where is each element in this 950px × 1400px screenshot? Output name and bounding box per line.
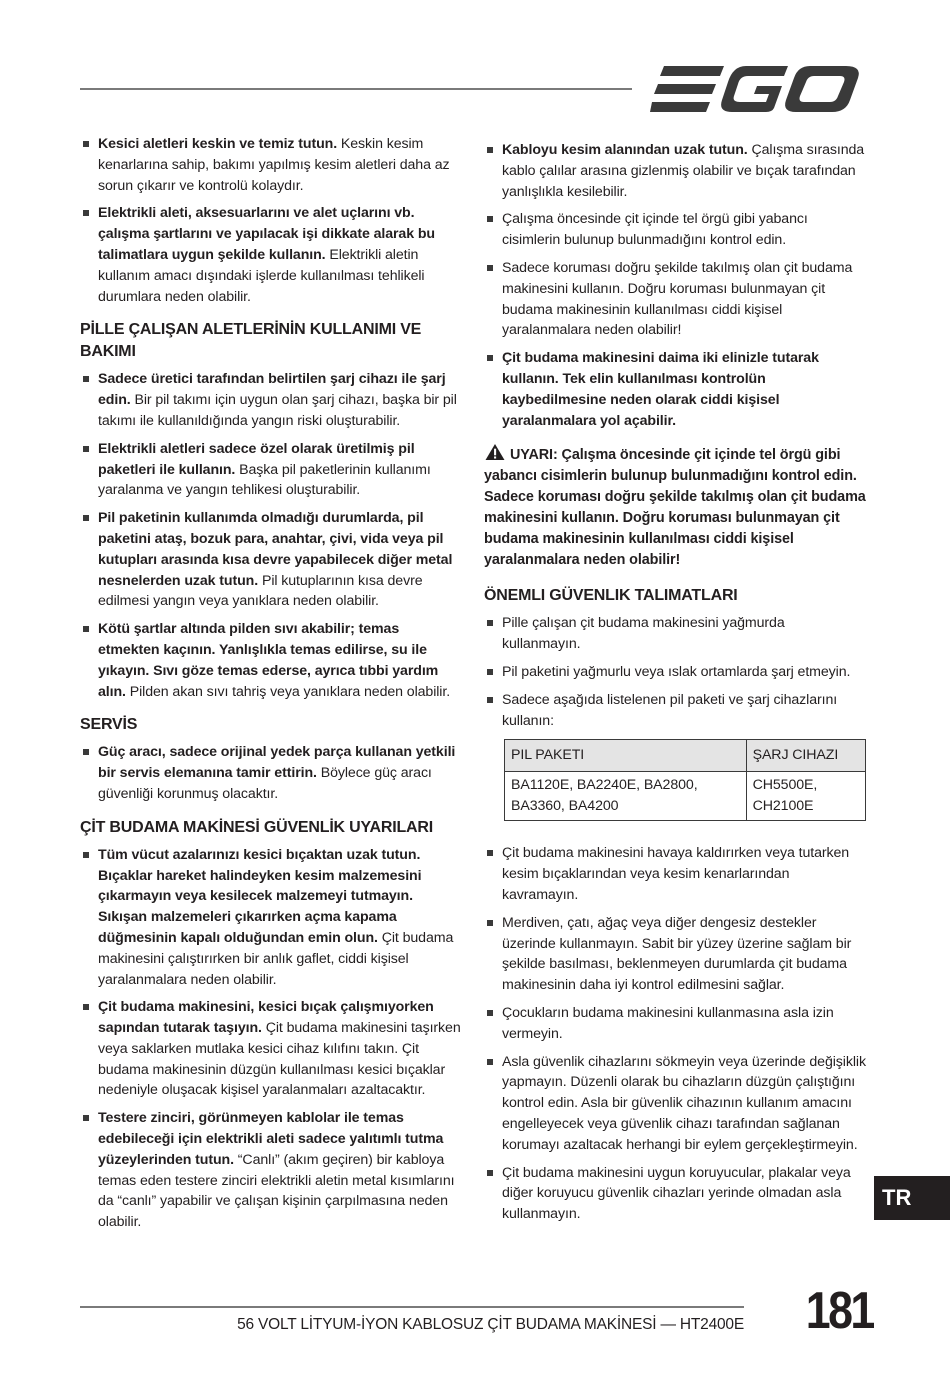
list-item: Sadece koruması doğru şekilde takılmış olan çit budama makinesini kullanın. Doğru koruması bulunmayan çit budama makinesinin kullanılması ciddi kişisel yaralanmalara neden olabilir! <box>484 258 866 341</box>
battery-charger-table <box>504 739 866 821</box>
table-header-charger: ŞARJ CIHAZI <box>746 740 865 772</box>
section-heading-battery: PİLLE ÇALIŞAN ALETLERİNİN KULLANIMI VE BAKIMI <box>80 321 422 361</box>
list-item: Kesici aletleri keskin ve temiz tutun. Keskin kesim kenarlarına sahip, bakımı yapılmış kesim aletleri daha az sorun çıkarır ve kontrolü kolaydır. <box>80 134 462 196</box>
list-item: Sadece aşağıda listelenen pil paketi ve şarj cihazlarını kullanın: <box>484 690 866 732</box>
section-heading-important-safety: ÖNEMLI GÜVENLIK TALIMATLARI <box>484 587 738 605</box>
list-item: Elektrikli aleti, aksesuarlarını ve alet uçlarını vb. çalışma şartlarını ve yapılacak işi dikkate alarak bu talimatlara uygun şekilde kullanın. Elektrikli aletin kullanım amacı dışındaki işlerde kullanılması tehlikeli durumlara neden olabilir. <box>80 203 462 307</box>
list-item: Tüm vücut azalarınızı kesici bıçaktan uzak tutun. Bıçaklar hareket halindeyken kesim malzemesini çıkarmayın veya kesilecek malzemeyi tutmayın. Sıkışan malzemeleri çıkarırken açma kapama düğmesinin kapalı olduğundan emin olun. Çit budama makinesini çalıştırırken bir anlık gaflet, ciddi kişisel yaralanmalara neden olabilir. <box>80 845 462 991</box>
list-item: Çalışma öncesinde çit içinde tel örgü gibi yabancı cisimlerin bulunup bulunmadığını kontrol edin. <box>484 209 866 251</box>
list-item: Elektrikli aletleri sadece özel olarak üretilmiş pil paketleri ile kullanın. Başka pil paketlerinin kullanımı yaralanma ve yangın tehlikesi oluşturabilir. <box>80 439 462 501</box>
list-item: Pil paketinin kullanımda olmadığı durumlarda, pil paketini ataş, bozuk para, anahtar, çivi, vida veya pil kutupları arasında kısa devre yapabilecek diğer metal nesnelerden uzak tutun. Pil kutuplarının kısa devre edilmesi yangın veya yanıklara neden olabilir. <box>80 508 462 612</box>
section-heading-hedge-trimmer: ÇİT BUDAMA MAKİNESİ GÜVENLİK UYARILARI <box>80 818 434 836</box>
page-number: 181 <box>805 1282 873 1340</box>
table-header-pack: PIL PAKETI <box>505 740 747 772</box>
section-heading-service: SERVİS <box>80 716 138 734</box>
warning-block <box>484 443 866 571</box>
right-column <box>484 140 866 1232</box>
list-item: Sadece üretici tarafından belirtilen şarj cihazı ile şarj edin. Bir pil takımı için uygun olan şarj cihazı, başka bir pil takımı ile kullanıldığında yangın riski oluşturabilir. <box>80 369 462 431</box>
list-item: Kötü şartlar altında pilden sıvı akabilir; temas etmekten kaçının. Yanlışlıkla temas edilirse, su ile yıkayın. Sıvı göze temas ederse, ayrıca tıbbi yardım alın. Pilden akan sıvı tahriş veya yanıklara neden olabilir. <box>80 619 462 702</box>
left-column <box>80 134 462 1240</box>
footer-rule <box>80 1306 744 1308</box>
warning-text: UYARI: Çalışma öncesinde çit içinde tel örgü gibi yabancı cisimlerin bulunup bulunmadığını kontrol edin. Sadece koruması doğru şekilde takılmış olan çit budama makinesini kullanın. Doğru koruması bulunmayan çit budama makinesinin kullanılması ciddi kişisel yaralanmalara neden olabilir! <box>484 447 866 569</box>
list-item: Kabloyu kesim alanından uzak tutun. Çalışma sırasında kablo çalılar arasına gizlenmiş olabilir ve bıçak tarafından yanlışlıkla kesilebilir. <box>484 140 866 202</box>
list-item: Merdiven, çatı, ağaç veya diğer dengesiz destekler üzerinde kullanmayın. Sabit bir yüzey üzerine sağlam bir şekilde basılması, beklenmeyen durumlarda çit budama makinesinin daha iyi kontrol edilmesini sağlar. <box>484 913 866 996</box>
warning-triangle-icon <box>484 443 506 461</box>
list-item: Çit budama makinesini uygun koruyucular, plakalar veya diğer koruyucu güvenlik cihazları yerinde olmadan asla kullanmayın. <box>484 1163 866 1225</box>
list-item: Asla güvenlik cihazlarını sökmeyin veya üzerinde değişiklik yapmayın. Düzenli olarak bu cihazların düzgün çalıştığını kontrol edin. Asla bir güvenlik cihazının kullanım amacını engelleyecek veya güvenlik cihazı tarafından sağlanan korumayı azaltacak herhangi bir eylem gerçekleştirmeyin. <box>484 1052 866 1156</box>
list-item: Güç aracı, sadece orijinal yedek parça kullanan yetkili bir servis elemanına tamir ettirin. Böylece güç aracı güvenliği korunmuş olacaktır. <box>80 742 462 804</box>
language-tab: TR <box>874 1176 950 1220</box>
footer-title: 56 VOLT LİTYUM-İYON KABLOSUZ ÇİT BUDAMA MAKİNESİ — HT2400E <box>237 1316 744 1333</box>
list-item: Çit budama makinesini, kesici bıçak çalışmıyorken sapından tutarak taşıyın. Çit budama makinesini taşırken veya saklarken mutlaka kesici cihaz kılıfını takın. Çit budama makinesinin düzgün kullanılması kesici bıçaklar nedeniyle oluşacak kişisel yaralanmaları azaltacaktır. <box>80 997 462 1101</box>
table-header-row <box>505 740 866 772</box>
list-item: Pil paketini yağmurlu veya ıslak ortamlarda şarj etmeyin. <box>484 662 866 683</box>
table-cell-chargers: CH5500E, CH2100E <box>746 772 865 821</box>
list-item: Çocukların budama makinesini kullanmasına asla izin vermeyin. <box>484 1003 866 1045</box>
ego-logo <box>650 64 862 114</box>
list-item: Pille çalışan çit budama makinesini yağmurda kullanmayın. <box>484 613 866 655</box>
table-row <box>505 772 866 821</box>
table-cell-packs: BA1120E, BA2240E, BA2800, BA3360, BA4200 <box>505 772 747 821</box>
list-item: Çit budama makinesini havaya kaldırırken veya tutarken kesim bıçaklarından veya kesim kenarlarından kavramayın. <box>484 843 866 905</box>
list-item: Testere zinciri, görünmeyen kablolar ile temas edebileceği için elektrikli aleti sadece yalıtımlı tutma yüzeylerinden tutun. “Canlı” (akım geçiren) bir kabloya temas eden testere zinciri elektrikli aletin metal kısımlarını da “canlı” yapabilir ve çalışan kişinin çarpılmasına neden olabilir. <box>80 1108 462 1233</box>
list-item: Çit budama makinesini daima iki elinizle tutarak kullanın. Tek elin kullanılması kontrolün kaybedilmesine neden olarak ciddi kişisel yaralanmalara yol açabilir. <box>484 348 866 431</box>
header-rule <box>80 88 632 90</box>
